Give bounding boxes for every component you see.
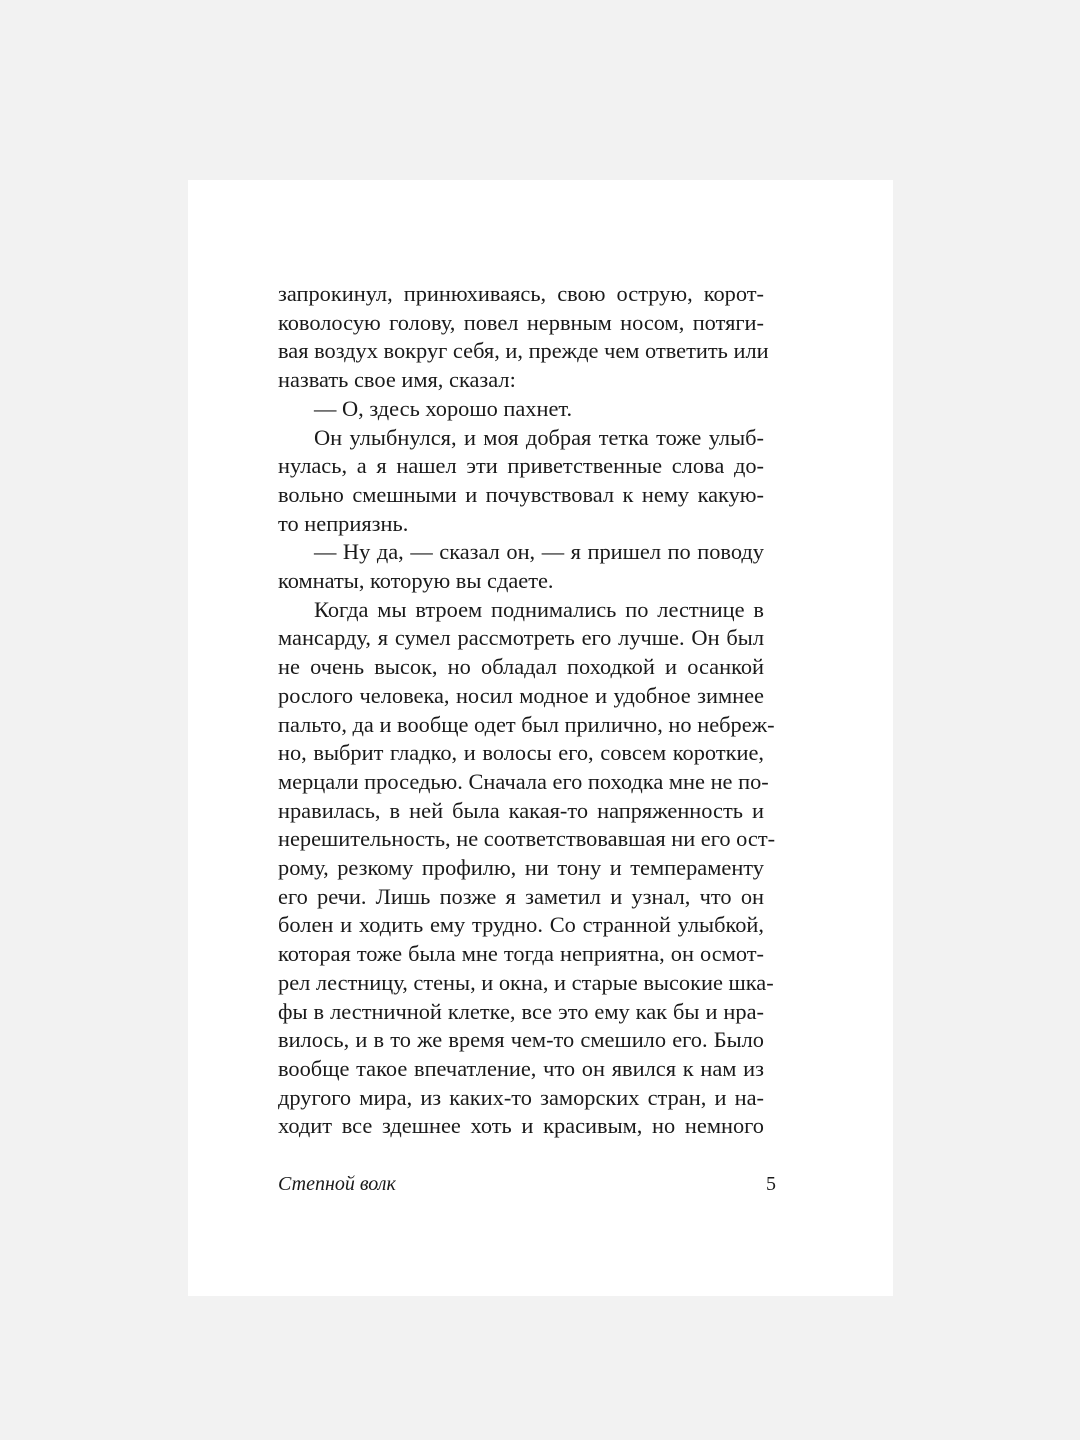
text-line: болен и ходить ему трудно. Со странной улыбкой, [278, 912, 764, 938]
text-line: запрокинул, принюхиваясь, свою острую, корот- [278, 281, 764, 306]
text-line: рослого человека, носил модное и удобное зимнее [278, 682, 764, 708]
text-line: вольно смешными и почувствовал к нему какую- [278, 481, 764, 507]
text-line: — О, здесь хорошо пахнет. [314, 395, 573, 421]
text-line: вилось, и в то же время чем-то смешило его. Было [278, 1027, 764, 1053]
book-page [188, 180, 893, 1296]
text-line: ходит все здешнее хоть и красивым, но немного [278, 1113, 764, 1139]
text-line: — Ну да, — сказал он, — я пришел по поводу [314, 539, 764, 565]
text-line: комнаты, которую вы сдаете. [278, 568, 554, 594]
text-line: мансарду, я сумел рассмотреть его лучше. Он был [278, 625, 764, 651]
text-line: вообще такое впечатление, что он явился к нам из [278, 1055, 764, 1081]
text-line: пальто, да и вообще одет был прилично, но небреж- [278, 711, 775, 737]
text-line: не очень высок, но обладал походкой и осанкой [278, 654, 764, 680]
text-line: другого мира, из каких-то заморских стран, и на- [278, 1084, 764, 1110]
text-line: вая воздух вокруг себя, и, прежде чем ответить или [278, 338, 769, 364]
text-line: коволосую голову, повел нервным носом, потяги- [278, 309, 764, 335]
text-line: его речи. Лишь позже я заметил и узнал, что он [278, 883, 764, 909]
text-line: нерешительность, не соответствовавшая ни его ост- [278, 826, 776, 852]
page-number: 5 [766, 1173, 776, 1195]
text-line: то неприязнь. [278, 510, 409, 536]
text-line: фы в лестничной клетке, все это ему как бы и нра- [278, 998, 764, 1024]
text-line: которая тоже была мне тогда неприятна, он осмот- [278, 941, 764, 967]
text-line: Когда мы втроем поднимались по лестнице в [314, 596, 764, 622]
text-line: нравилась, в ней была какая-то напряженность и [278, 797, 764, 823]
page-footer [278, 1173, 776, 1196]
text-line: нулась, а я нашел эти приветственные слова до- [278, 453, 764, 479]
text-line: назвать свое имя, сказал: [278, 367, 516, 393]
book-title: Степной волк [278, 1173, 396, 1195]
text-line: Он улыбнулся, и моя добрая тетка тоже улыб- [314, 424, 764, 450]
text-line: но, выбрит гладко, и волосы его, совсем короткие, [278, 740, 764, 766]
page-body-text [278, 280, 776, 1141]
text-line: рому, резкому профилю, ни тону и темпераменту [278, 855, 764, 881]
text-line: рел лестницу, стены, и окна, и старые высокие шка- [278, 969, 774, 995]
text-line: мерцали проседью. Сначала его походка мне не по- [278, 768, 769, 794]
